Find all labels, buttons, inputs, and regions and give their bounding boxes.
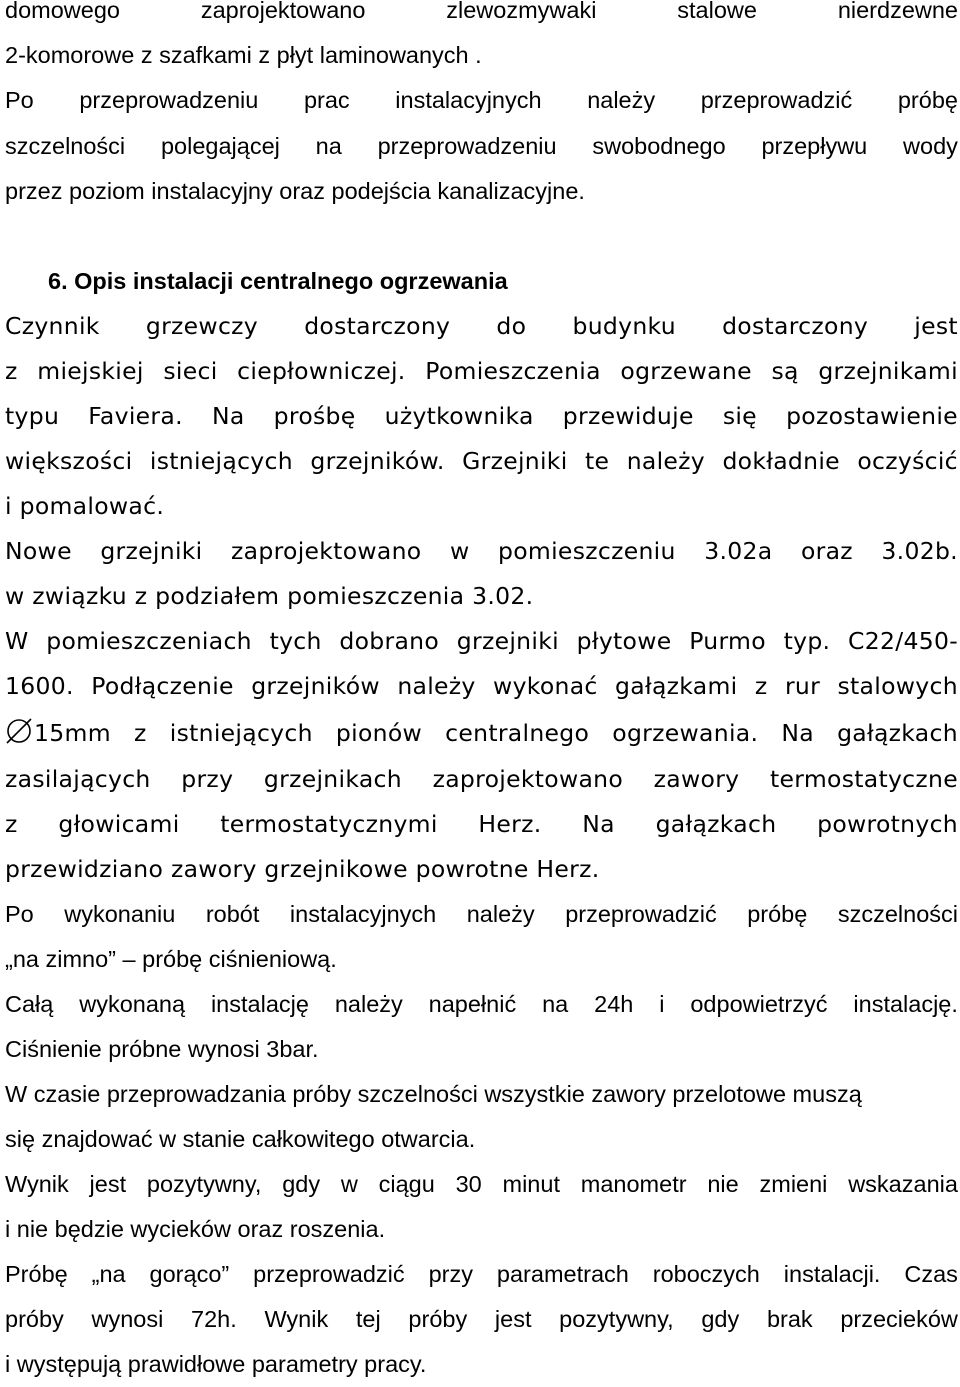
- text-word: należy: [626, 447, 706, 475]
- text-word: przewidziano zawory grzejnikowe powrotne Herz.: [5, 855, 600, 883]
- text-word: typ.: [783, 627, 831, 655]
- diameter-symbol-icon: [5, 717, 33, 745]
- text-word: są: [771, 357, 799, 385]
- text-word: budynku: [572, 312, 676, 340]
- text-word: przecieków: [840, 1306, 958, 1332]
- text-word: manometr: [580, 1171, 687, 1197]
- text-word: instalacyjnych: [395, 87, 542, 113]
- text-line: [5, 394, 958, 439]
- text-word: jest: [494, 1306, 532, 1332]
- text-word: należy: [587, 87, 656, 113]
- text-word: w: [449, 537, 470, 565]
- text-word: odpowietrzyć: [690, 991, 828, 1017]
- text-word: sieci: [163, 357, 218, 385]
- text-word: grzejników.: [310, 447, 445, 475]
- text-word: przeprowadzeniu: [79, 87, 259, 113]
- text-word: powrotnych: [817, 810, 958, 838]
- text-line: [5, 937, 958, 982]
- text-word: W czasie przeprowadzania próby szczelności wszystkie zawory przelotowe muszą: [5, 1081, 862, 1107]
- text-word: przeprowadzić: [700, 87, 853, 113]
- text-word: się znajdować w stanie całkowitego otwarcia.: [5, 1126, 476, 1152]
- text-word: centralnego: [445, 719, 590, 747]
- text-word: Nowe: [5, 537, 72, 565]
- text-word: Próbę: [5, 1261, 68, 1287]
- text-word: zasilających: [5, 765, 151, 793]
- text-word: Na: [211, 402, 245, 430]
- text-word: ogrzewane: [620, 357, 752, 385]
- text-word: i pomalować.: [5, 492, 165, 520]
- text-word: typu: [5, 402, 60, 430]
- text-word: wskazania: [848, 1171, 958, 1197]
- text-word: parametrach: [496, 1261, 629, 1287]
- text-word: Ciśnienie próbne wynosi 3bar.: [5, 1036, 319, 1062]
- text-word: wykonaniu: [64, 901, 176, 927]
- text-line: [5, 1027, 958, 1072]
- text-line: [5, 619, 958, 664]
- text-line: [5, 1072, 958, 1117]
- text-word: ciągu: [378, 1171, 435, 1197]
- text-line: [5, 1117, 958, 1162]
- text-line: [5, 1252, 958, 1297]
- text-line: [5, 574, 958, 619]
- text-word: „na zimno” – próbę ciśnieniową.: [5, 946, 337, 972]
- text-word: nierdzewne: [837, 0, 958, 23]
- text-word: Herz.: [478, 810, 542, 838]
- section-heading: 6. Opis instalacji centralnego ogrzewania: [48, 268, 508, 294]
- text-word: jest: [914, 312, 958, 340]
- text-word: grzejnikach: [263, 765, 402, 793]
- text-word: przepływu: [761, 133, 868, 159]
- text-word: przeprowadzeniu: [377, 133, 557, 159]
- text-line: [5, 847, 958, 892]
- text-word: przeprowadzić: [565, 901, 717, 927]
- text-word: próbę: [747, 901, 808, 927]
- text-word: grzejników: [251, 672, 380, 700]
- text-word: polegającej: [160, 133, 280, 159]
- text-word: próbę: [897, 87, 958, 113]
- text-word: instalację.: [853, 991, 958, 1017]
- text-word: tej: [355, 1306, 381, 1332]
- text-line: [5, 982, 958, 1027]
- text-line: [5, 78, 958, 123]
- text-word: próby: [5, 1306, 64, 1332]
- text-line: [5, 711, 958, 756]
- text-line: [5, 802, 958, 847]
- text-word: W: [5, 627, 29, 655]
- text-word: nie: [707, 1171, 739, 1197]
- text-line: [5, 169, 958, 214]
- text-word: grzejniki: [100, 537, 203, 565]
- text-word: dostarczony: [304, 312, 451, 340]
- text-word: na: [315, 133, 342, 159]
- text-word: Wynik: [5, 1171, 69, 1197]
- text-word: grzejnikami: [818, 357, 958, 385]
- text-word: z: [5, 357, 18, 385]
- text-word: dobrano: [339, 627, 440, 655]
- text-word: miejskiej: [37, 357, 144, 385]
- text-word: należy: [397, 672, 476, 700]
- text-word: stalowych: [837, 672, 958, 700]
- text-word: Faviera.: [88, 402, 183, 430]
- text-line: [5, 1207, 958, 1252]
- text-word: gdy: [282, 1171, 321, 1197]
- text-word: próby: [408, 1306, 468, 1332]
- text-word: użytkownika: [384, 402, 534, 430]
- text-word: gałązkami: [615, 672, 738, 700]
- text-word: 30: [455, 1171, 482, 1197]
- text-word: C22/450-: [848, 627, 958, 655]
- text-word: stalowe: [677, 0, 757, 23]
- text-word: należy: [334, 991, 403, 1017]
- text-word: pozytywny,: [559, 1306, 674, 1332]
- diameter-value: [5, 711, 111, 756]
- text-word: instalacyjnych: [289, 901, 437, 927]
- text-word: gorąco”: [149, 1261, 230, 1287]
- text-word: gałązkach: [655, 810, 777, 838]
- text-line: [5, 1342, 958, 1387]
- text-word: prośbę: [273, 402, 356, 430]
- text-word: wynosi: [91, 1306, 164, 1332]
- text-line: [5, 529, 958, 574]
- text-line: [5, 1162, 958, 1207]
- text-line: [5, 304, 958, 349]
- text-line: [5, 439, 958, 484]
- text-word: roboczych: [652, 1261, 760, 1287]
- text-word: swobodnego: [592, 133, 726, 159]
- text-word: oraz: [800, 537, 853, 565]
- text-word: grzejniki: [456, 627, 559, 655]
- text-word: z: [754, 672, 768, 700]
- text-word: 2-komorowe z szafkami z płyt laminowanych .: [5, 42, 482, 68]
- text-word: ogrzewania.: [612, 719, 759, 747]
- text-word: dokładnie: [722, 447, 840, 475]
- text-word: przy: [181, 765, 234, 793]
- text-line: [5, 124, 958, 169]
- text-word: pozostawienie: [786, 402, 958, 430]
- text-word: dostarczony: [722, 312, 869, 340]
- text-word: instalacji.: [783, 1261, 881, 1287]
- text-word: Po: [5, 87, 34, 113]
- text-word: te: [584, 447, 610, 475]
- text-word: termostatycznymi: [220, 810, 438, 838]
- text-word: Czynnik: [5, 312, 100, 340]
- text-line: [5, 33, 958, 78]
- text-word: wykonaną: [79, 991, 186, 1017]
- text-line: [5, 892, 958, 937]
- text-word: zmieni: [759, 1171, 828, 1197]
- text-word: pomieszczeniach: [46, 627, 252, 655]
- text-word: zlewozmywaki: [446, 0, 597, 23]
- text-word: Na: [781, 719, 814, 747]
- text-word: 15mm: [34, 719, 111, 747]
- text-word: szczelności: [837, 901, 958, 927]
- text-word: istniejących: [149, 447, 293, 475]
- text-word: większości: [5, 447, 133, 475]
- text-word: z: [5, 810, 18, 838]
- text-word: w: [340, 1171, 358, 1197]
- text-word: 3.02a: [704, 537, 773, 565]
- text-word: termostatyczne: [770, 765, 958, 793]
- text-word: wykonać: [493, 672, 598, 700]
- text-word: zawory: [653, 765, 740, 793]
- text-word: i nie będzie wycieków oraz roszenia.: [5, 1216, 386, 1242]
- text-word: należy: [466, 901, 535, 927]
- text-word: istniejących: [169, 719, 313, 747]
- text-word: 72h.: [191, 1306, 237, 1332]
- text-word: „na: [91, 1261, 126, 1287]
- text-line: [5, 664, 958, 709]
- text-word: zaprojektowano: [231, 537, 422, 565]
- text-line: [5, 1297, 958, 1342]
- text-line: [5, 349, 958, 394]
- text-word: 24h: [594, 991, 634, 1017]
- text-word: domowego: [5, 0, 120, 23]
- text-word: pionów: [335, 719, 423, 747]
- text-word: jest: [89, 1171, 127, 1197]
- text-word: z: [134, 719, 147, 747]
- text-word: ciepłowniczej.: [237, 357, 406, 385]
- text-line: [5, 757, 958, 802]
- text-line: [5, 0, 958, 33]
- text-word: przewiduje: [562, 402, 694, 430]
- text-word: 3.02b.: [881, 537, 958, 565]
- text-word: minut: [502, 1171, 560, 1197]
- text-word: i występują prawidłowe parametry pracy.: [5, 1351, 427, 1377]
- text-word: Podłączenie: [91, 672, 234, 700]
- text-word: 1600.: [5, 672, 74, 700]
- text-word: napełnić: [428, 991, 517, 1017]
- text-word: się: [722, 402, 757, 430]
- text-word: rur: [784, 672, 821, 700]
- text-word: gdy: [701, 1306, 740, 1332]
- text-word: pomieszczeniu: [498, 537, 676, 565]
- text-line: [5, 484, 958, 529]
- text-word: Na: [582, 810, 615, 838]
- text-word: Wynik: [264, 1306, 329, 1332]
- text-word: grzewczy: [145, 312, 259, 340]
- text-word: Pomieszczenia: [425, 357, 601, 385]
- text-word: Purmo: [689, 627, 766, 655]
- text-word: szczelności: [5, 133, 126, 159]
- text-word: przy: [428, 1261, 473, 1287]
- text-word: do: [496, 312, 527, 340]
- text-word: pozytywny,: [146, 1171, 262, 1197]
- text-word: gałązkach: [837, 719, 958, 747]
- text-word: Grzejniki: [462, 447, 568, 475]
- text-word: prac: [303, 87, 350, 113]
- text-word: instalację: [210, 991, 309, 1017]
- text-word: zaprojektowano: [200, 0, 366, 23]
- text-word: Czas: [904, 1261, 958, 1287]
- text-word: Całą: [5, 991, 54, 1017]
- text-word: Po: [5, 901, 34, 927]
- text-word: głowicami: [58, 810, 180, 838]
- text-word: robót: [205, 901, 260, 927]
- text-word: na: [542, 991, 569, 1017]
- text-word: w związku z podziałem pomieszczenia 3.02.: [5, 582, 534, 610]
- text-word: oczyścić: [857, 447, 958, 475]
- text-word: zaprojektowano: [432, 765, 624, 793]
- text-word: tych: [269, 627, 322, 655]
- text-word: płytowe: [576, 627, 672, 655]
- text-word: przez poziom instalacyjny oraz podejścia kanalizacyjne.: [5, 178, 585, 204]
- text-word: przeprowadzić: [253, 1261, 405, 1287]
- text-word: i: [659, 991, 665, 1017]
- text-word: wody: [903, 133, 958, 159]
- text-word: brak: [766, 1306, 813, 1332]
